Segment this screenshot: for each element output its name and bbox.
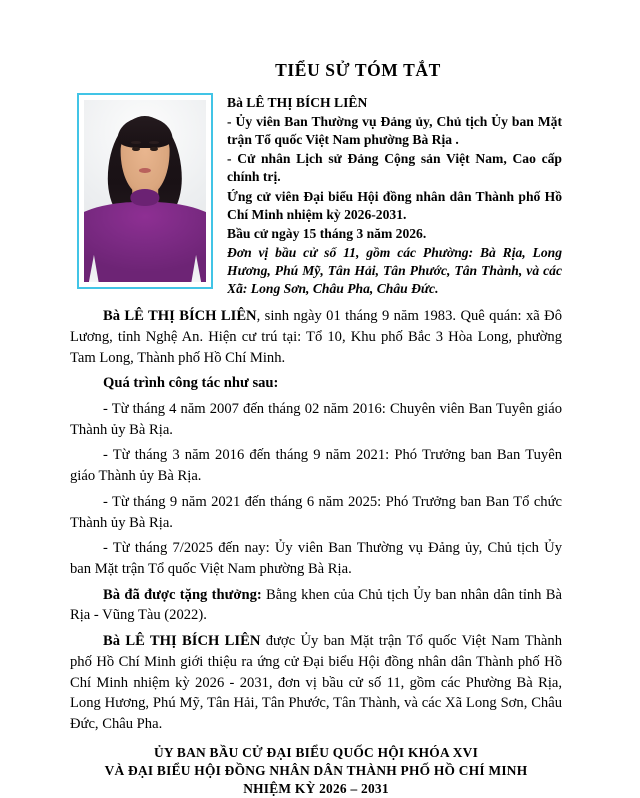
nomination-name: Bà LÊ THỊ BÍCH LIÊN [103,633,261,650]
footer-line-3: NHIỆM KỲ 2026 – 2031 [243,780,389,796]
career-item: - Từ tháng 7/2025 đến nay: Ủy viên Ban Thường vụ Đảng ủy, Chủ tịch Ủy ban Mặt trận Tổ quốc Việt Nam phường Bà Rịa. [70,540,562,578]
career-item: - Từ tháng 3 năm 2016 đến tháng 9 năm 2021: Phó Trưởng ban Ban Tuyên giáo Thành ủy Bà Rịa. [70,447,562,485]
photo-garment [84,202,206,282]
header-details [227,91,562,299]
footer-line-1: ỦY BAN BẦU CỬ ĐẠI BIỂU QUỐC HỘI KHÓA XVI [153,744,479,760]
nomination-rest: được Ủy ban Mặt trận Tổ quốc Việt Nam Thành phố Hồ Chí Minh giới thiệu ra ứng cử Đại biểu Hội đồng nhân dân Thành phố Hồ Chí Minh nhiệm kỳ 2026 - 2031, đơn vị bầu cử số 11, gồm các Phường Bà Rịa, Long Hương, Phú Mỹ, Tân Hải, Tân Phước, Tân Thành, và các Xã Long Sơn, Châu Đức, Châu Pha. [70,633,562,733]
header-block [70,91,562,299]
photo-eyebrow-left [131,141,141,144]
candidate-position: - Ủy viên Ban Thường vụ Đảng ủy, Chủ tịch Ủy ban Mặt trận Tổ quốc Việt Nam phường Bà Rịa . [227,114,562,148]
page-title: TIỂU SỬ TÓM TẮT [275,60,441,80]
nomination-statement [70,631,562,735]
biography-body [70,299,562,735]
document-footer [70,744,562,798]
photo-collar [130,189,159,205]
biography-intro [70,306,562,368]
biography-intro-rest: , sinh ngày 01 tháng 9 năm 1983. Quê quán: xã Đô Lương, tỉnh Nghệ An. Hiện cư trú tại: Tổ 10, Khu phố Bắc 3 Hòa Long, phường Tam Long, Thành phố Hồ Chí Minh. [70,308,562,366]
career-heading-label: Quá trình công tác như sau: [103,375,279,392]
career-item: - Từ tháng 4 năm 2007 đến tháng 02 năm 2016: Chuyên viên Ban Tuyên giáo Thành ủy Bà Rịa. [70,401,562,438]
candidate-candidacy: Ứng cử viên Đại biểu Hội đồng nhân dân Thành phố Hồ Chí Minh nhiệm kỳ 2026-2031. [227,188,562,222]
constituency: Đơn vị bầu cử số 11, gồm các Phường: Bà Rịa, Long Hương, Phú Mỹ, Tân Hải, Tân Phước, Tân Thành, và các Xã: Long Sơn, Châu Pha, Châu Đức. [227,244,562,296]
footer-line-2: VÀ ĐẠI BIỂU HỘI ĐỒNG NHÂN DÂN THÀNH PHỐ HỒ CHÍ MINH [104,762,528,778]
awards [70,585,562,626]
biography-intro-name: Bà LÊ THỊ BÍCH LIÊN [103,308,257,325]
awards-label: Bà đã được tặng thưởng: [103,586,262,603]
candidate-name-heading: Bà LÊ THỊ BÍCH LIÊN [227,95,368,111]
election-date: Bầu cử ngày 15 tháng 3 năm 2026. [227,225,427,241]
photo-eye-right [150,147,158,152]
career-item: - Từ tháng 9 năm 2021 đến tháng 6 năm 2025: Phó Trưởng ban Ban Tổ chức Thành ủy Bà Rịa. [70,493,562,531]
photo-image [84,100,206,282]
candidate-qualification: - Cử nhân Lịch sử Đảng Cộng sản Việt Nam, Cao cấp chính trị. [227,151,562,185]
career-heading [70,373,562,394]
candidate-photo [77,93,213,289]
awards-text: Bằng khen của Chủ tịch Ủy ban nhân dân tỉnh Bà Rịa - Vũng Tàu (2022). [70,586,562,624]
photo-eyebrow-right [149,141,159,144]
